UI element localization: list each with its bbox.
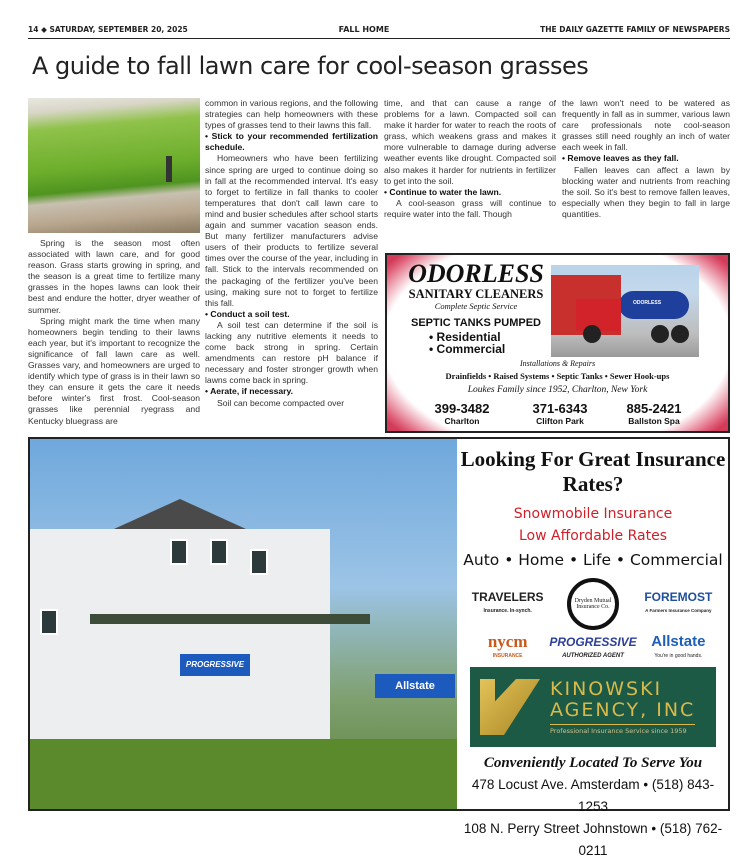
ad-headline: Looking For Great Insurance Rates? [460,447,726,496]
agency-name: KINOWSKI [550,678,663,700]
ad-subtitle: SANITARY CLEANERS [408,287,544,301]
paragraph: the lawn won't need to be watered as frequently in fall as in summer, various lawn care professionals note cool-season grasses still need roughly an inch of water each week in fall. [562,98,730,153]
phone-number: 885-2421 [626,401,682,416]
logo-text: TRAVELERS [471,589,544,604]
truck-lettering: ODORLESS [633,300,662,306]
paragraph: Spring might mark the time when many homeowners begin tending to their lawns each year, but it's important to recognize the significance of fall lawn care as well. Grasses vary, and homeowners are urged to identify which type of grass is in their lawn so they can ensure it gets the care it needs before winter's first frost. Cool-season grasses like perennial ryegrass and Kentucky bluegrass are [28,315,200,426]
subhead: • Continue to water the lawn. [384,186,502,197]
subhead: • Conduct a soil test. [205,308,290,319]
ad-brand: ODORLESS [408,259,544,288]
paragraph: A soil test can determine if the soil is lacking any nutritive elements it needs to come back strong in spring. Certain amendments can restore pH balance if necessary and foster stronger growth when lawns come back in spring. [205,319,378,386]
ad-headline: SEPTIC TANKS PUMPED [411,317,541,329]
article-column-3 [384,98,556,220]
insurance-advertisement [28,437,730,858]
kinowski-agency-logo [470,667,716,747]
logo-tag: INSURANCE [492,652,523,659]
address-amsterdam: 478 Locust Ave. Amsterdam • (518) 843-1253 [471,777,715,814]
window [210,539,228,565]
phone-city: Clifton Park [536,416,584,426]
insurance-panel [458,439,728,858]
phone-number: 371-6343 [532,401,588,416]
section-name: FALL HOME [338,25,390,34]
agency-text [550,679,695,735]
foremost-logo [641,590,716,618]
subhead: • Aerate, if necessary. [205,386,294,397]
publisher: THE DAILY GAZETTE FAMILY OF NEWSPAPERS [540,25,730,34]
agency-suffix: AGENCY, INC [550,699,696,721]
window [250,549,268,575]
coverage-lines: Auto • Home • Life • Commercial [463,551,723,569]
progressive-logo [549,635,636,663]
window [40,609,58,635]
located-line: Conveniently Located To Serve You [483,755,703,771]
allstate-sign: Allstate [375,674,455,698]
progressive-banner: PROGRESSIVE [180,654,250,676]
bullet: • Residential [429,330,501,344]
agency-tagline: Professional Insurance Service since 1959 [550,724,695,735]
paragraph: Homeowners who have been fertilizing since spring are urged to continue doing so in fall at the recommended interval. It's easy to forget to fertilize in fall thanks to cooler temperatures that don't call lawn care to mind and busier schedules after school starts again and summer vacation season ends. But many fertilizer manufacturers advise users of their products to fertilize several times over the course of the year, including in fall. Stick to the intervals recommended on the packaging of the fertilizer you've been using, making sure not to forget to fertilize this fall. [205,153,378,308]
logo-text: PROGRESSIVE [549,634,637,649]
wheel [651,325,669,343]
ad-bullets [429,331,505,355]
ad-tagline: Complete Septic Service [434,301,518,311]
nycm-logo [470,631,545,663]
ad-install: Installations & Repairs [519,359,596,368]
rates-line: Low Affordable Rates [518,528,668,544]
phone-ballston-spa [599,401,709,426]
logo-text: FOREMOST [644,589,713,604]
dryden-mutual-seal [567,578,619,630]
agency-mark-icon [480,679,540,735]
paragraph: Spring is the season most often associated with lawn care, and for good reason. Grass starts growing in spring, and the season is a great time to fertilize many grasses in the hopes lawns can look their best and endure the hotter, dryer weather of summer. [28,238,200,315]
diamond-icon: ◆ [41,25,47,34]
subhead: • Remove leaves as they fall. [562,153,679,164]
lawn-sprinkler-photo [28,98,200,233]
logo-text: Allstate [651,632,706,650]
logo-tag: A Farmers Insurance Company [645,607,712,613]
septic-truck-photo [551,265,699,357]
logo-tag: Insurance. In-synch. [483,607,532,614]
logo-text: nycm [487,631,528,651]
article-column-2 [205,98,378,409]
sprinkler-head [166,156,172,182]
porch-roof [90,614,370,624]
septic-advertisement [385,253,730,433]
subhead: • Stick to your recommended fertilization schedule. [205,131,378,153]
phone-number: 399-3482 [434,401,490,416]
window [170,539,188,565]
article-column-4 [562,98,730,220]
logo-tag: You're in good hands. [654,652,703,659]
paragraph: common in various regions, and the following strategies can help homeowners with these types of grasses tend to their lawns this fall. [205,98,378,131]
paragraph: Fallen leaves can affect a lawn by blocking water and nutrients from reaching the soil. So it's best to remove fallen leaves, especially when they begin to fall in large quantities. [562,164,730,219]
travelers-logo [470,590,545,618]
phone-charlton [407,401,517,426]
truck-cab [576,299,621,331]
bullet: • Commercial [429,342,506,356]
paragraph: time, and that can cause a range of problems for a lawn. Compacted soil can make it harder for water to reach the roots of grass, which weakens grass and makes it more vulnerable to damage during adverse weather events like drought. Compacted soil also makes it harder for nutrients in fertilizer to get into the soil. [384,98,556,186]
page-header [28,25,730,39]
address-johnstown: 108 N. Perry Street Johnstown • (518) 762-0211 [463,821,723,858]
wheel [671,325,689,343]
phone-city: Ballston Spa [628,416,680,426]
logo-text: Dryden Mutual Insurance Co. [574,597,612,610]
phone-city: Charlton [444,416,480,426]
ad-family: Loukes Family since 1952, Charlton, New York [467,385,648,395]
date: SATURDAY, SEPTEMBER 20, 2025 [49,25,188,34]
lawn [30,739,457,809]
page-number: 14 [28,25,39,34]
paragraph: A cool-season grass will continue to require water into the fall. Though [384,197,556,219]
allstate-logo [641,632,716,663]
tank [619,291,689,319]
wheel [583,325,601,343]
article-column-1 [28,238,200,427]
agency-office-photo [30,439,457,809]
logo-tag: AUTHORIZED AGENT [562,652,624,659]
paragraph: Soil can become compacted over [217,397,345,408]
ad-services: Drainfields • Raised Systems • Septic Tanks • Sewer Hook-ups [445,371,670,381]
snowmobile-line: Snowmobile Insurance [513,506,673,522]
carrier-logos [470,577,716,663]
article-title: A guide to fall lawn care for cool-season grasses [32,52,589,80]
